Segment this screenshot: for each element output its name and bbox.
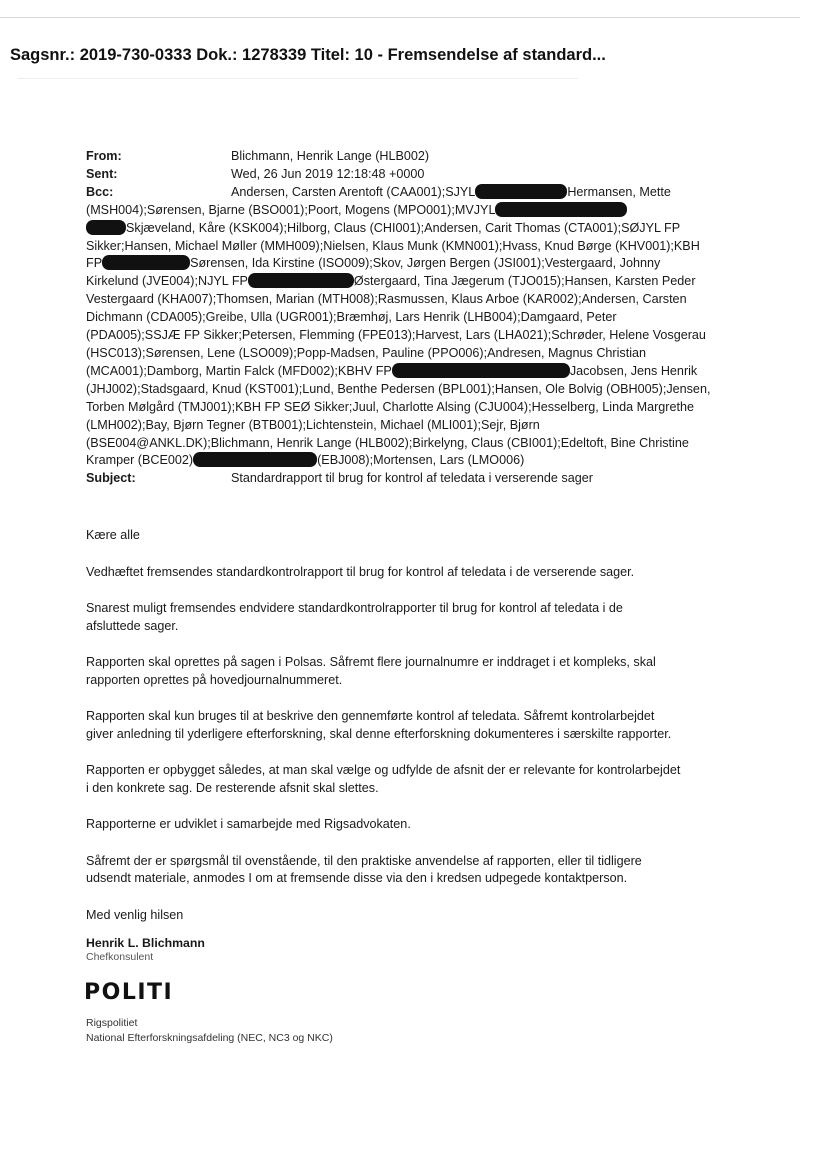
sent-row bbox=[86, 166, 726, 184]
bcc-text: (EBJ008);Mortensen, Lars (LMO006) bbox=[317, 453, 525, 468]
paragraph: Vedhæftet fremsendes standardkontrolrapport til brug for kontrol af teledata i de verserende sager. bbox=[86, 564, 635, 579]
paragraph: Rapporten er opbygget således, at man skal vælge og udfylde de afsnit der er relevante for kontrolarbejdet i den konkrete sag. De resterende afsnit skal slettes. bbox=[86, 763, 681, 795]
bcc-text: Sikker;Hansen, Michael Møller (MMH009);Nielsen, Klaus Munk (KMN001);Hvass, Knud Børge (KHV001);KBH bbox=[86, 238, 700, 253]
bcc-text: (PDA005);SSJÆ FP Sikker;Petersen, Flemming (FPE013);Harvest, Lars (LHA021);Schrøder, Helene Vosgerau bbox=[86, 328, 706, 343]
paragraph: Rapporterne er udviklet i samarbejde med Rigsadvokaten. bbox=[86, 817, 411, 831]
document-header: Sagsnr.: 2019-730-0333 Dok.: 1278339 Titel: 10 - Fremsendelse af standard... bbox=[10, 46, 606, 64]
bcc-text: Skjæveland, Kåre (KSK004);Hilborg, Claus (CHI001);Andersen, Carit Thomas (CTA001);SØJYL FP bbox=[126, 220, 681, 235]
from-value: Blichmann, Henrik Lange (HLB002) bbox=[231, 149, 430, 163]
bcc-text: Torben Mølgård (TMJ001);KBH FP SEØ Sikker;Juul, Charlotte Alsing (CJU004);Hesselberg, Linda Margrethe bbox=[86, 399, 695, 414]
department: National Efterforskningsafdeling (NEC, NC3 og NKC) bbox=[86, 1032, 333, 1044]
subject-value: Standardrapport til brug for kontrol af teledata i verserende sager bbox=[231, 471, 593, 486]
bcc-text: Andersen, Carsten Arentoft (CAA001);SJYL bbox=[231, 184, 476, 199]
paragraph: Såfremt der er spørgsmål til ovenstående, til den praktiske anvendelse af rapporten, eller til tidligere udsendt materiale, anmodes I om at fremsende disse via den i kredsen udpegede kontaktperson. bbox=[86, 853, 642, 885]
redaction-box bbox=[193, 452, 317, 467]
bcc-text: (LMH002);Bay, Bjørn Tegner (BTB001);Lichtenstein, Michael (MLI001);Sejr, Bjørn bbox=[86, 417, 540, 432]
closing: Med venlig hilsen bbox=[86, 907, 184, 922]
bcc-text: Sørensen, Ida Kirstine (ISO009);Skov, Jørgen Bergen (JSI001);Vestergaard, Johnny bbox=[190, 256, 661, 271]
bcc-text: Vestergaard (KHA007);Thomsen, Marian (MTH008);Rasmussen, Klaus Arboe (KAR002);Andersen, Carsten bbox=[86, 292, 687, 307]
bcc-label: Bcc: bbox=[86, 184, 114, 199]
bcc-text: FP bbox=[86, 256, 103, 271]
email-header bbox=[86, 148, 726, 488]
signature-title: Chefkonsulent bbox=[86, 951, 154, 963]
from-label: From: bbox=[86, 149, 122, 163]
redaction-box bbox=[475, 184, 567, 199]
scan-artifact-header bbox=[18, 78, 578, 79]
paragraph: Rapporten skal oprettes på sagen i Polsas. Såfremt flere journalnumre er inddraget i et kompleks, skal rapporten oprettes på hovedjournalnummeret. bbox=[86, 655, 656, 687]
signature-name: Henrik L. Blichmann bbox=[86, 936, 205, 950]
paragraph: Rapporten skal kun bruges til at beskrive den gennemførte kontrol af teledata. Såfremt kontrolarbejdet giver anledning til yderligere efterforskning, skal denne efterforskning dokumenteres i særskilte rapporter. bbox=[86, 709, 672, 741]
subject-label: Subject: bbox=[86, 471, 136, 486]
organisation: Rigspolitiet bbox=[86, 1017, 138, 1029]
from-row bbox=[86, 148, 726, 166]
scan-artifact-top bbox=[0, 17, 800, 18]
politi-logo: POLITI bbox=[84, 980, 174, 1005]
paragraph: Snarest muligt fremsendes endvidere standardkontrolrapporter til brug for kontrol af teledata i de afsluttede sager. bbox=[86, 601, 623, 633]
bcc-text: Jacobsen, Jens Henrik bbox=[569, 363, 698, 378]
bcc-text: (JHJ002);Stadsgaard, Knud (KST001);Lund, Benthe Pedersen (BPL001);Hansen, Ole Bolvig (OBH005);Jensen, bbox=[86, 381, 711, 396]
redaction-box bbox=[86, 220, 126, 235]
bcc-text: (HSC013);Sørensen, Lene (LSO009);Popp-Madsen, Pauline (PPO006);Andresen, Magnus Christian bbox=[86, 345, 647, 360]
redaction-box bbox=[495, 202, 627, 217]
email-body bbox=[86, 527, 736, 943]
bcc-text: Dichmann (CDA005);Greibe, Ulla (UGR001);Bræmhøj, Lars Henrik (LHB004);Damgaard, Peter bbox=[86, 310, 617, 325]
bcc-text: Kramper (BCE002) bbox=[86, 453, 194, 468]
redaction-box bbox=[248, 273, 354, 288]
bcc-text: (MSH004);Sørensen, Bjarne (BSO001);Poort, Mogens (MPO001);MVJYL bbox=[86, 202, 496, 217]
bcc-text: Hermansen, Mette bbox=[567, 184, 671, 199]
redaction-box bbox=[392, 363, 570, 378]
bcc-block bbox=[86, 184, 726, 471]
sent-label: Sent: bbox=[86, 166, 118, 181]
subject-row bbox=[86, 470, 726, 488]
bcc-text: (BSE004@ANKL.DK);Blichmann, Henrik Lange (HLB002);Birkelyng, Claus (CBI001);Edeltoft, Bine Christine bbox=[86, 435, 689, 450]
bcc-text: (MCA001);Damborg, Martin Falck (MFD002);KBHV FP bbox=[86, 363, 392, 378]
redaction-box bbox=[102, 255, 190, 270]
bcc-text: Østergaard, Tina Jægerum (TJO015);Hansen, Karsten Peder bbox=[353, 274, 696, 289]
bcc-text: Kirkelund (JVE004);NJYL FP bbox=[86, 274, 248, 289]
sent-value: Wed, 26 Jun 2019 12:18:48 +0000 bbox=[231, 166, 425, 181]
greeting: Kære alle bbox=[86, 528, 140, 542]
